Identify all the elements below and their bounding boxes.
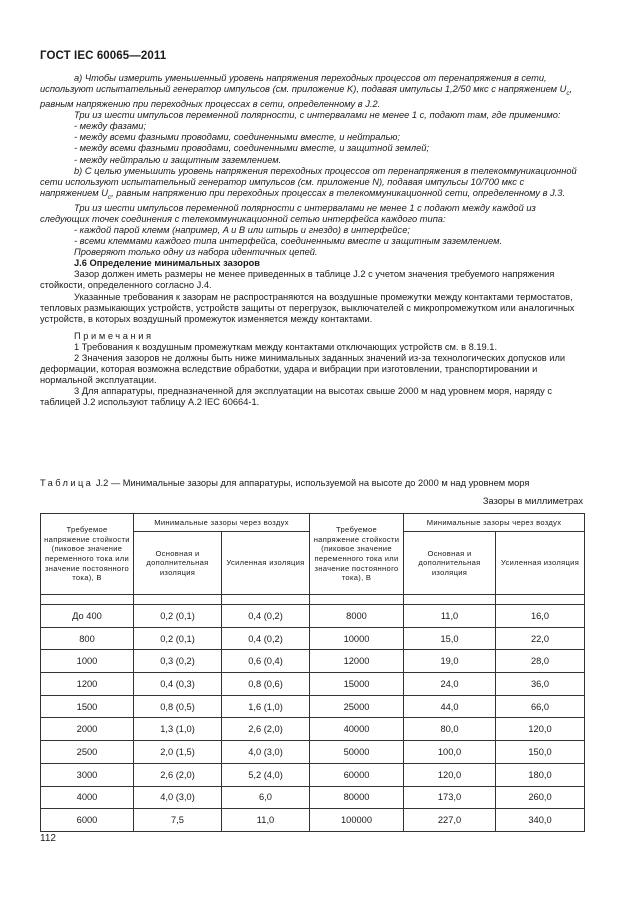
table-cell: 16,0	[496, 605, 585, 628]
table-units: Зазоры в миллиметрах	[482, 496, 583, 506]
table-row	[41, 695, 585, 718]
page-number: 112	[40, 833, 56, 844]
table-cell: 0,8 (0,5)	[134, 695, 222, 718]
paragraph-b: b) С целью уменьшить уровень напряжения переходных процессов от перенапряжения в телекоммуникационной сети используют испытательный генератор импульсов (см. приложение N), подавая импульсы 10/700 мкс с напряжением $U_c$, равным напряжению при переходных процессах в телекоммуникационной сети, определенному в J.3.	[40, 165, 577, 201]
table-row	[41, 809, 585, 832]
column-header: Основная и дополнительная изоляция	[404, 532, 496, 595]
list-item: - между фазами;	[74, 121, 147, 132]
table-cell: 1500	[41, 695, 134, 718]
table-cell: 0,3 (0,2)	[134, 650, 222, 673]
table-cell: 150,0	[496, 741, 585, 764]
table-cell: 800	[41, 627, 134, 650]
table-cell: 100000	[310, 809, 404, 832]
table-cell: 6,0	[222, 786, 310, 809]
column-header: Минимальные зазоры через воздух	[134, 514, 310, 532]
table-cell: 100,0	[404, 741, 496, 764]
table-cell: 2,6 (2,0)	[134, 763, 222, 786]
paragraph: Указанные требования к зазорам не распространяются на воздушные промежутки между контактами термостатов, тепловых размыкающих устройств, устройств защиты от перегрузок, выключателей с микропромежутком или аналогичных устройств, в которых воздушный промежуток изменяется между контактами.	[40, 291, 575, 324]
table-cell: 0,4 (0,3)	[134, 673, 222, 696]
table-cell: 340,0	[496, 809, 585, 832]
table-cell: 0,2 (0,1)	[134, 605, 222, 628]
table-cell: 5,2 (4,0)	[222, 763, 310, 786]
column-header: Основная и дополнительная изоляция	[134, 532, 222, 595]
paragraph: Три из шести импульсов переменной полярности, с интервалами не менее 1 с, подают там, где применимо:	[74, 110, 561, 121]
table-cell: 2,6 (2,0)	[222, 718, 310, 741]
table-cell: 2,0 (1,5)	[134, 741, 222, 764]
table-cell: 120,0	[404, 763, 496, 786]
note-item: 3 Для аппаратуры, предназначенной для эксплуатации на высотах свыше 2000 м над уровнем моря, наряду с таблицей J.2 используют таблицу A.2 IEC 60664-1.	[40, 386, 553, 408]
note-item: 1 Требования к воздушным промежуткам между контактами отключающих устройств см. в 8.19.1.	[74, 341, 498, 352]
list-item: - всеми клеммами каждого типа интерфейса, соединенными вместе и защитным заземлением.	[74, 236, 503, 247]
table-cell: 0,4 (0,2)	[222, 627, 310, 650]
note-item: 2 Значения зазоров не должны быть ниже минимальных заданных значений из-за технологических допусков или деформации, которая возможна вследствие обработки, удара и вибрации при изготовлении, транспортировании и нормальной эксплуатации.	[40, 352, 566, 386]
table-cell: 173,0	[404, 786, 496, 809]
table-cell: 1200	[41, 673, 134, 696]
table-cell: 4000	[41, 786, 134, 809]
table-cell: 8000	[310, 605, 404, 628]
body-text	[40, 73, 583, 408]
column-header: Усиленная изоляция	[496, 532, 585, 595]
clearance-table	[40, 513, 585, 832]
paragraph: Три из шести импульсов переменной полярности с интервалами не менее 1 с подают между каждой из следующих точек соединения с телекоммуникационной сетью интерфейса каждого типа:	[40, 202, 536, 224]
table-cell: 7,5	[134, 809, 222, 832]
table-cell: 227,0	[404, 809, 496, 832]
table-cell: 25000	[310, 695, 404, 718]
table-cell: 0,8 (0,6)	[222, 673, 310, 696]
table-row	[41, 718, 585, 741]
spacer-row	[41, 595, 585, 605]
table-row	[41, 650, 585, 673]
table-cell: 12000	[310, 650, 404, 673]
column-header: Требуемое напряжение стойкости (пиковое значение переменного тока или значение постоянного тока), В	[310, 514, 404, 595]
table-cell: 24,0	[404, 673, 496, 696]
table-cell: 15,0	[404, 627, 496, 650]
table-cell: 1000	[41, 650, 134, 673]
table-caption: Таблица J.2 — Минимальные зазоры для аппаратуры, используемой на высоте до 2000 м над уровнем моря	[40, 478, 530, 488]
table-cell: 10000	[310, 627, 404, 650]
table-cell: 1,6 (1,0)	[222, 695, 310, 718]
column-header: Усиленная изоляция	[222, 532, 310, 595]
table-row	[41, 786, 585, 809]
table-cell: 6000	[41, 809, 134, 832]
table-row	[41, 673, 585, 696]
table-cell: До 400	[41, 605, 134, 628]
table-cell: 60000	[310, 763, 404, 786]
paragraph: Зазор должен иметь размеры не менее приведенных в таблице J.2 с учетом значения требуемого напряжения стойкости, определенного согласно J.4.	[40, 269, 555, 291]
notes-heading: Примечания	[74, 330, 154, 341]
table-cell: 19,0	[404, 650, 496, 673]
table-cell: 44,0	[404, 695, 496, 718]
table-cell: 22,0	[496, 627, 585, 650]
table-cell: 0,6 (0,4)	[222, 650, 310, 673]
table-cell: 120,0	[496, 718, 585, 741]
table-cell: 80,0	[404, 718, 496, 741]
list-item: - между всеми фазными проводами, соединенными вместе, и нейтралью;	[74, 132, 400, 143]
section-heading: J.6 Определение минимальных зазоров	[74, 258, 261, 269]
table-cell: 4,0 (3,0)	[134, 786, 222, 809]
table-cell: 0,4 (0,2)	[222, 605, 310, 628]
table-cell: 260,0	[496, 786, 585, 809]
paragraph-a: а) Чтобы измерить уменьшенный уровень напряжения переходных процессов от перенапряжения в сети, используют испытательный генератор импульсов (см. приложение K), подавая импульсы 1,2/50 мкс с напряжением $U_c$, равным напряжению при переходных процессах в сети, определенному в J.2.	[40, 73, 573, 110]
table-row	[41, 741, 585, 764]
column-header: Минимальные зазоры через воздух	[404, 514, 585, 532]
table-cell: 28,0	[496, 650, 585, 673]
table-row	[41, 627, 585, 650]
column-header: Требуемое напряжение стойкости (пиковое значение переменного тока или значение постоянного тока), В	[41, 514, 134, 595]
table-cell: 36,0	[496, 673, 585, 696]
list-item: - между нейтралью и защитным заземлением.	[74, 154, 282, 165]
page-header: ГОСТ IEC 60065—2011	[40, 50, 167, 62]
table-cell: 2000	[41, 718, 134, 741]
table-body	[41, 595, 585, 832]
table-cell: 180,0	[496, 763, 585, 786]
table-cell: 40000	[310, 718, 404, 741]
list-item: - между всеми фазными проводами, соединенными вместе, и защитной землей;	[74, 143, 430, 154]
table-cell: 50000	[310, 741, 404, 764]
table-cell: 4,0 (3,0)	[222, 741, 310, 764]
table-cell: 2500	[41, 741, 134, 764]
list-item: - каждой парой клемм (например, A и B или штырь и гнездо) в интерфейсе;	[74, 224, 410, 235]
table-cell: 66,0	[496, 695, 585, 718]
table-cell: 0,2 (0,1)	[134, 627, 222, 650]
table-cell: 11,0	[222, 809, 310, 832]
table-cell: 11,0	[404, 605, 496, 628]
table-cell: 1,3 (1,0)	[134, 718, 222, 741]
table-cell: 15000	[310, 673, 404, 696]
table-cell: 80000	[310, 786, 404, 809]
table-cell: 3000	[41, 763, 134, 786]
paragraph: Проверяют только одну из набора идентичных цепей.	[74, 247, 318, 258]
table-row	[41, 605, 585, 628]
table-row	[41, 763, 585, 786]
